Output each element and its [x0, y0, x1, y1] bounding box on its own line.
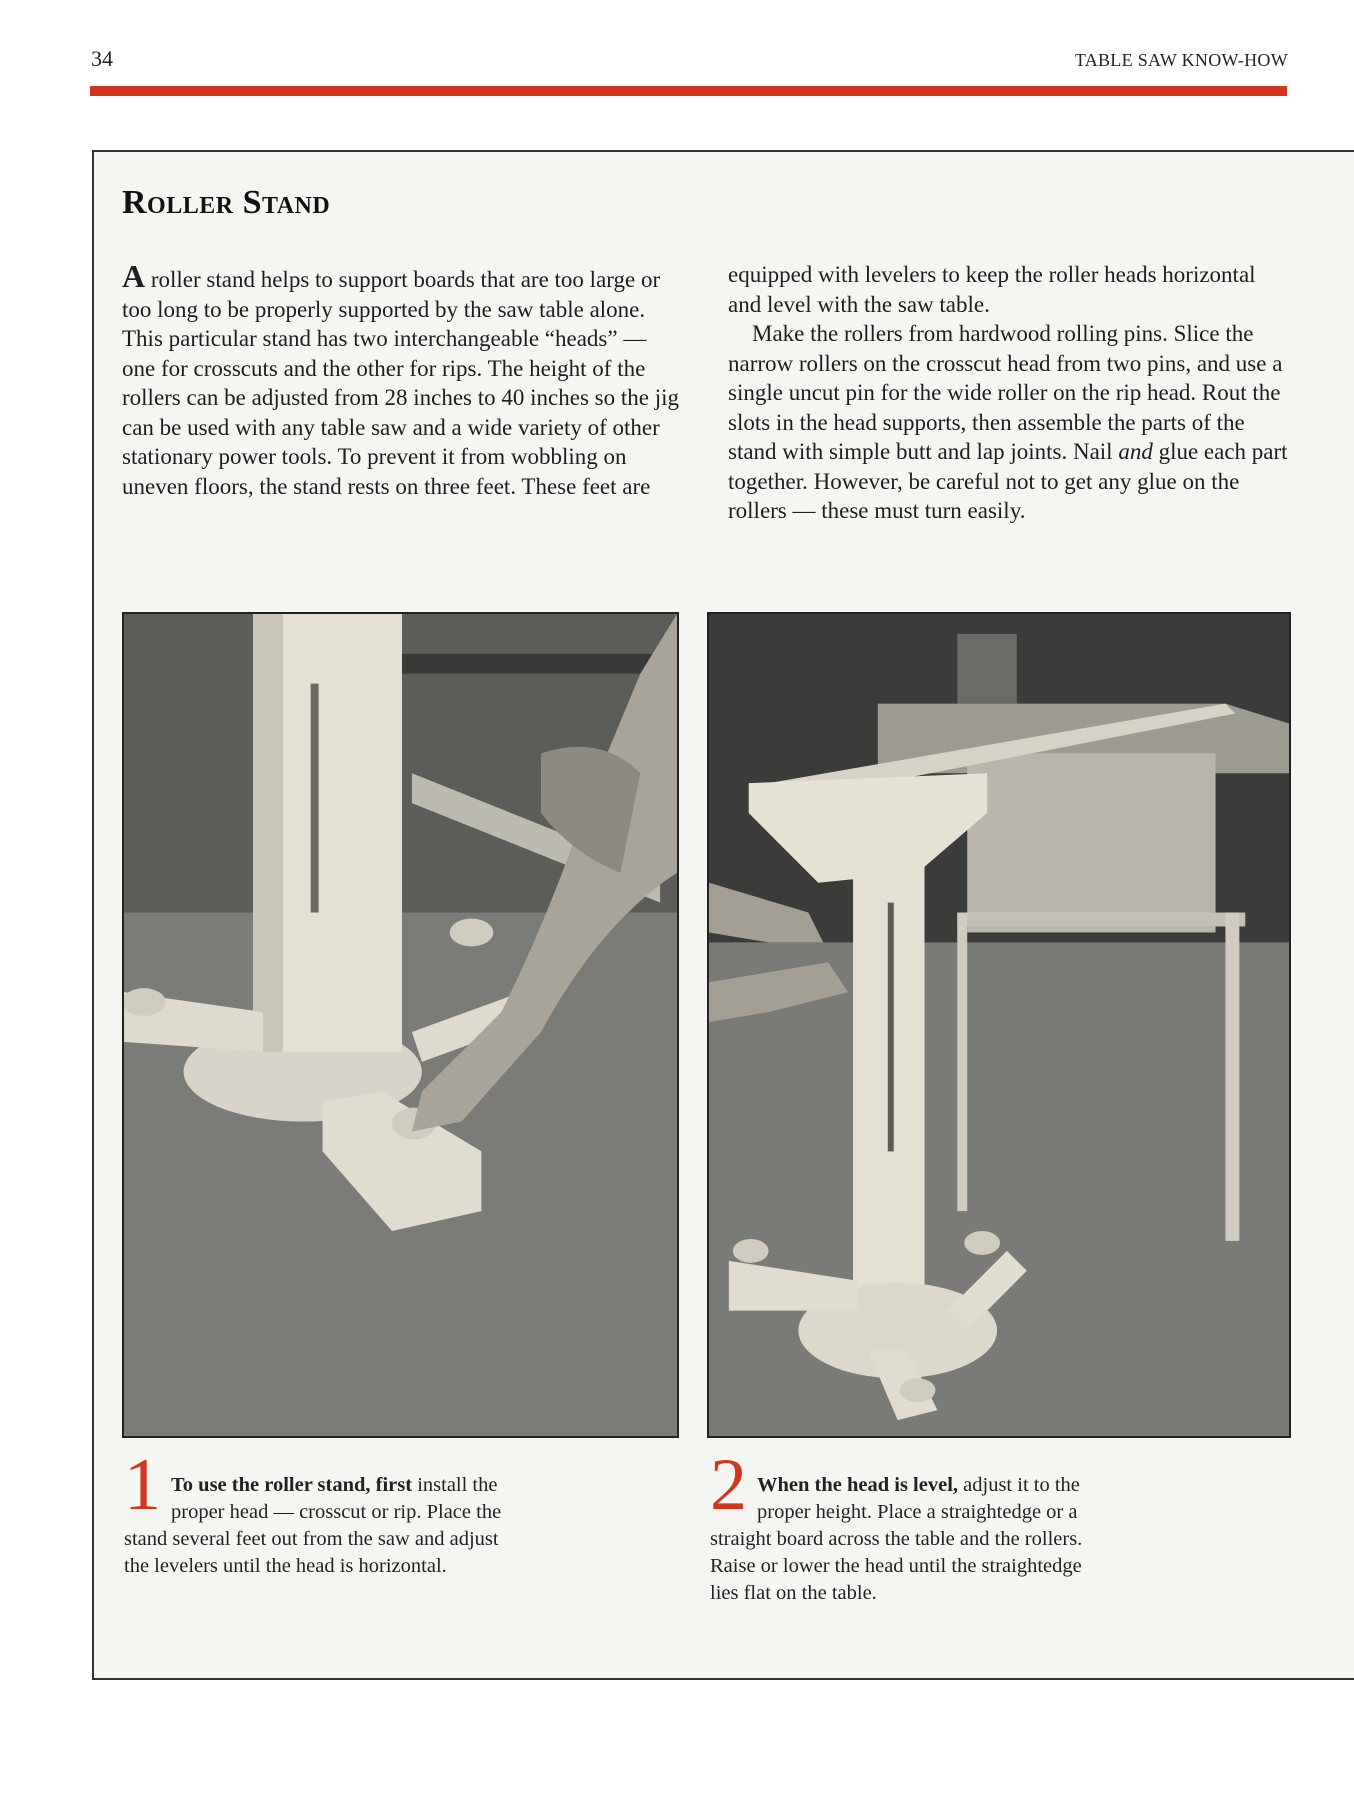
- step-2-text: adjust it to the proper height. Place a straightedge or a straight board across the table and the rollers. Raise or lower the head until the straightedge lies flat on the table.: [710, 1474, 1083, 1604]
- step-1-lead: To use the roller stand, first: [171, 1474, 413, 1496]
- step-1-text: install the proper head — crosscut or rip. Place the stand several feet out from the saw and adjust the levelers until the head is horizontal.: [124, 1474, 502, 1577]
- photo-roller-stand-leveler: [122, 612, 679, 1438]
- running-head: TABLE SAW KNOW-HOW: [1074, 50, 1288, 70]
- step-1-number: 1: [124, 1444, 161, 1526]
- photo-1-illustration: [124, 614, 677, 1436]
- paragraph-2: [728, 319, 1288, 526]
- header-rule: [90, 86, 1287, 96]
- page-number: 34: [91, 46, 113, 71]
- photo-2-illustration: [709, 614, 1289, 1436]
- dropcap: A: [122, 258, 146, 294]
- caption-step-1: [124, 1444, 504, 1580]
- paragraph-1-text: roller stand helps to support boards that are too large or too long to be properly supported by the saw table alone. This particular stand has two interchangeable “heads” — one for crosscuts and the other for rips. The height of the rollers can be adjusted from 28 inches to 40 inches so the jig can be used with any table saw and a wide variety of other stationary power tools. To prevent it from wobbling on uneven floors, the stand rests on three feet. These feet are equipped with levelers to keep the roller heads horizontal and level with the saw table.: [122, 262, 1256, 499]
- article-body: [122, 260, 1288, 590]
- paragraph-2-text-b: glue each part together. However, be careful not to get any glue on the rollers — these must turn easily.: [728, 439, 1288, 523]
- article-panel: [92, 150, 1354, 1680]
- photo-roller-stand-straightedge: [707, 612, 1291, 1438]
- caption-step-2: [710, 1444, 1090, 1607]
- step-2-number: 2: [710, 1444, 747, 1526]
- paragraph-2-emphasis: and: [1118, 439, 1153, 464]
- paragraph-2-text-a: Make the rollers from hardwood rolling pins. Slice the narrow rollers on the crosscut head from two pins, and use a single uncut pin for the wide roller on the rip head. Rout the slots in the head supports, then assemble the parts of the stand with simple butt and lap joints. Nail: [728, 321, 1283, 464]
- step-2-lead: When the head is level,: [757, 1474, 959, 1496]
- article-title: Roller Stand: [122, 184, 331, 221]
